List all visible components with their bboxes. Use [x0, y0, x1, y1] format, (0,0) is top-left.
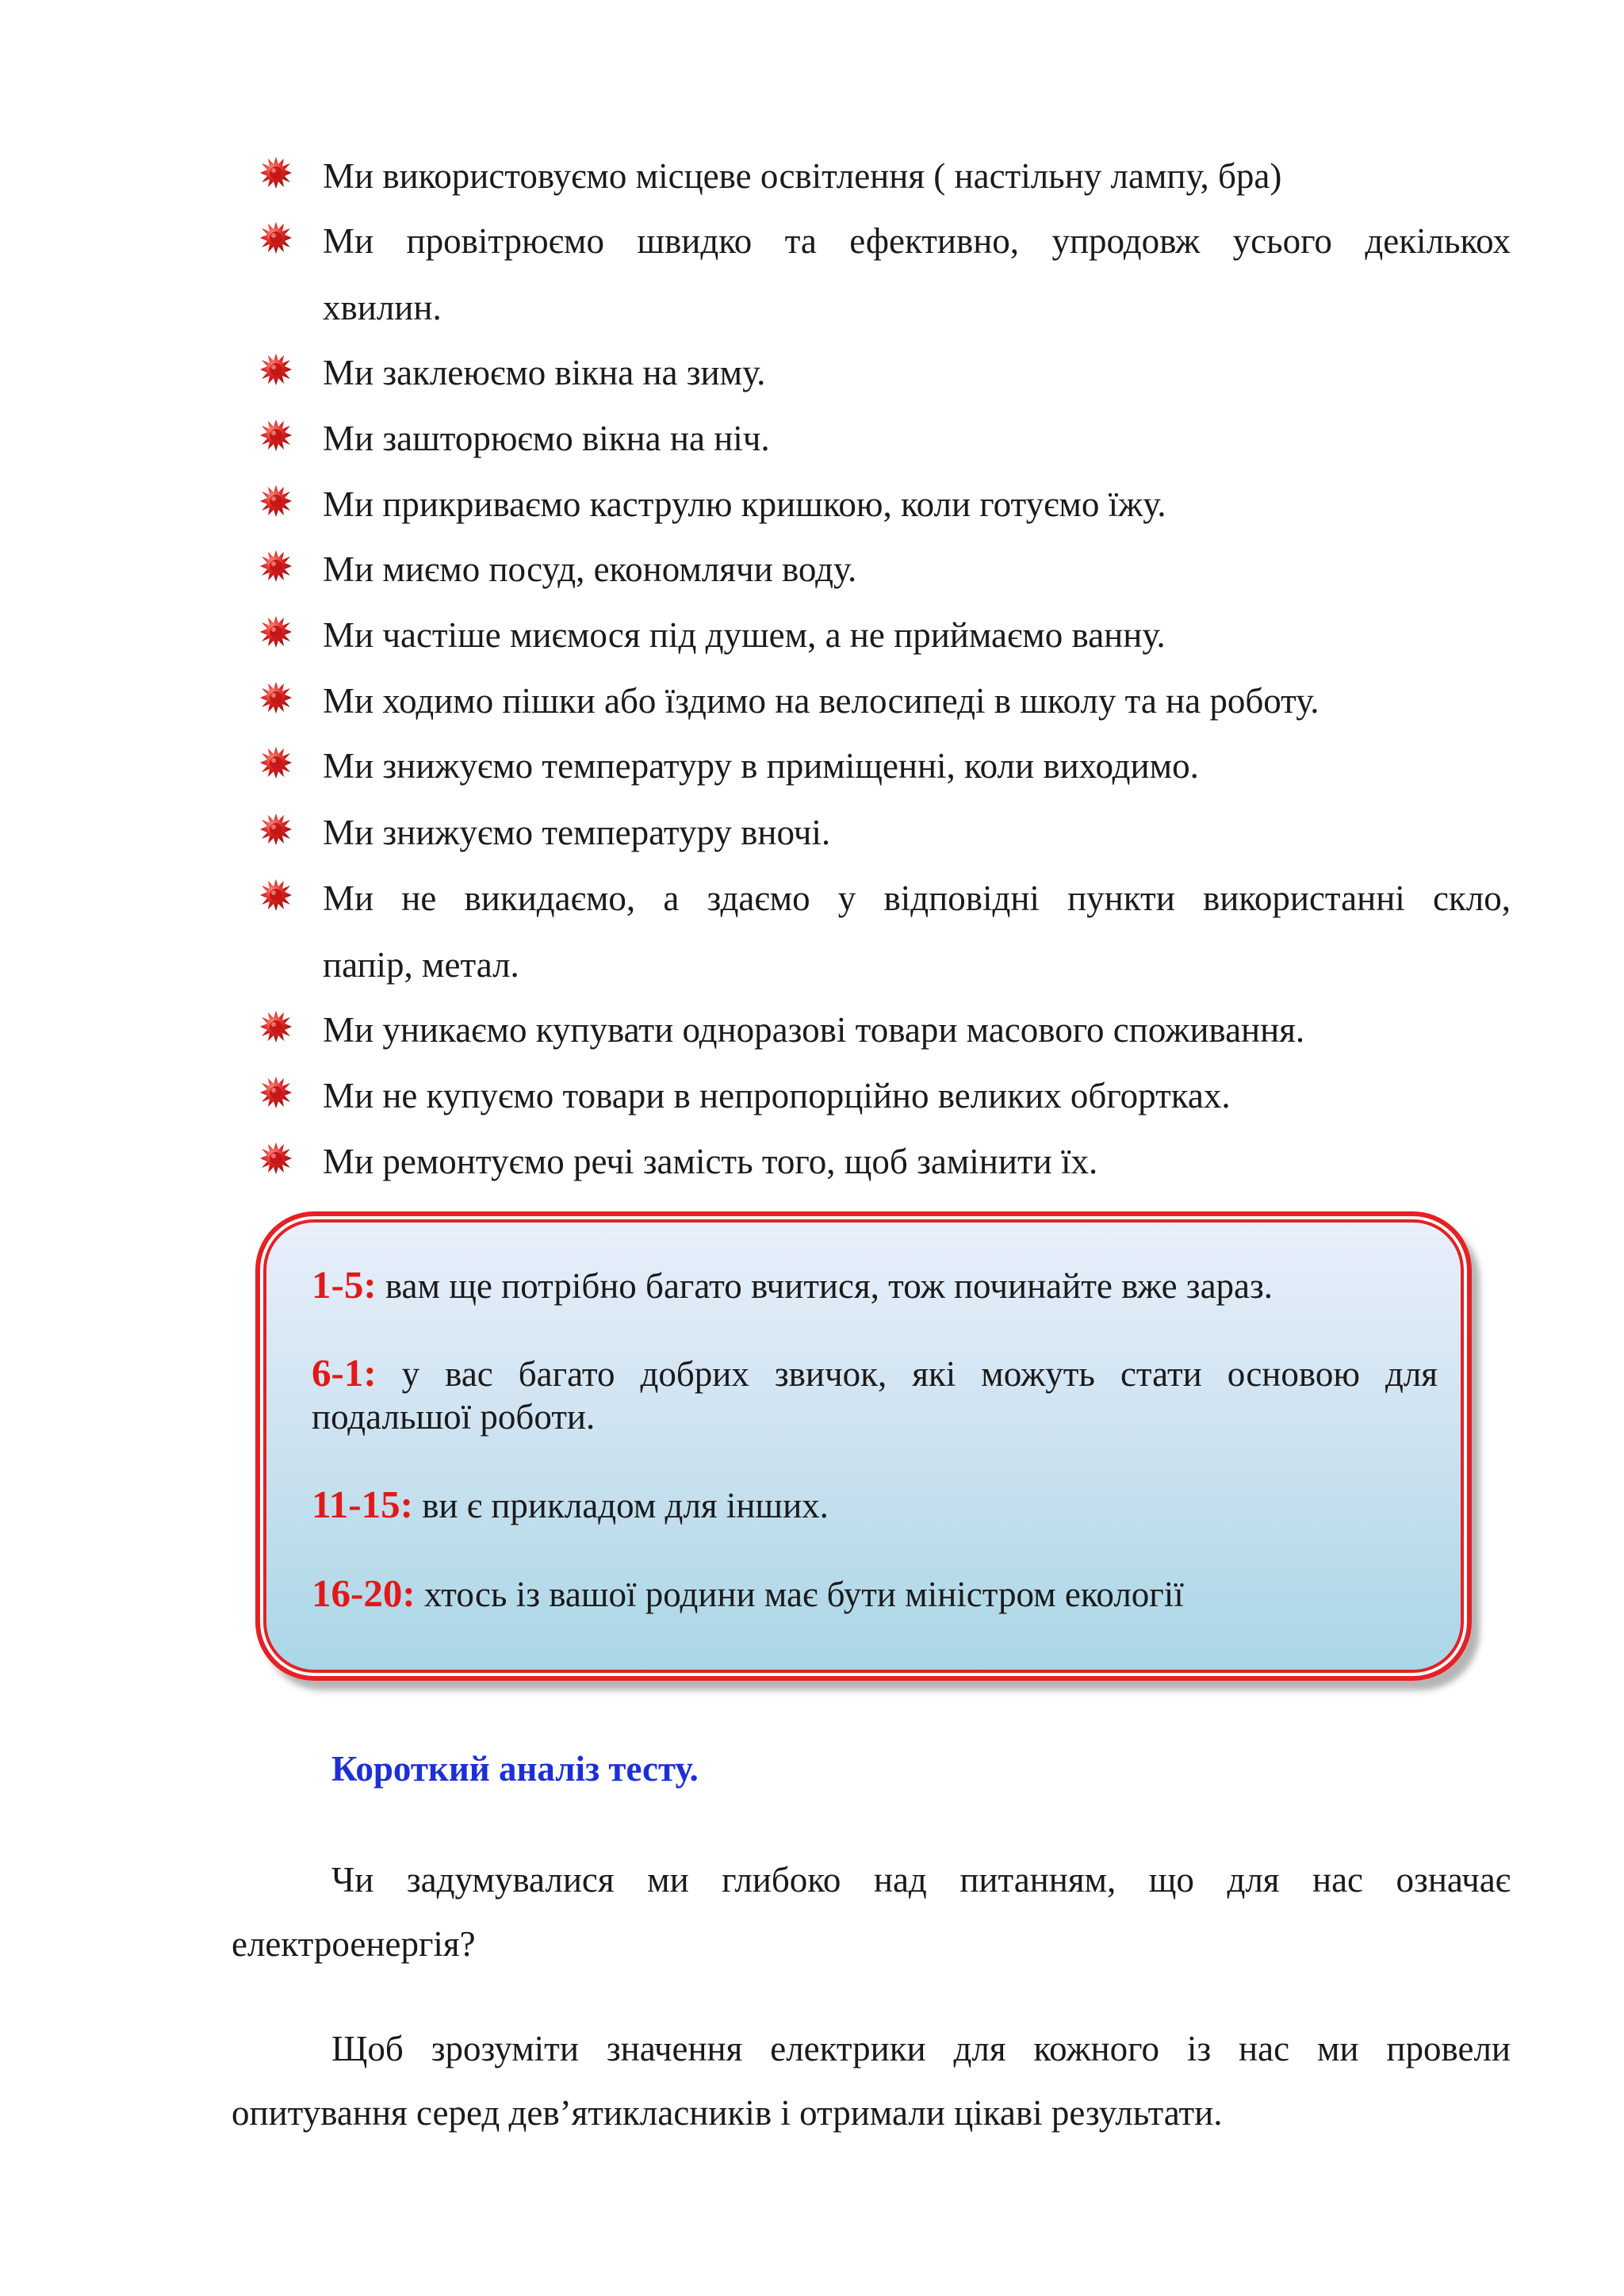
- score-text: у вас багато добрих звичок, які можуть стати основою для подальшої роботи.: [312, 1354, 1438, 1437]
- list-item-text: Ми не викидаємо, а здаємо у відповідні пункти використанні скло,: [323, 878, 1511, 918]
- list-item-text: Ми уникаємо купувати одноразові товари масового споживання.: [323, 1010, 1305, 1050]
- list-item: [270, 865, 1511, 985]
- list-item-text: Ми використовуємо місцеве освітлення ( настільну лампу, бра): [323, 156, 1282, 196]
- score-row: [312, 1483, 1438, 1527]
- list-item-continuation: папір, метал.: [323, 945, 519, 985]
- paragraph-line: Чи задумувалися ми глибоко над питанням, що для нас означає: [331, 1860, 1511, 1900]
- list-item-continuation: хвилин.: [323, 288, 442, 327]
- red-sunburst-icon: [260, 1011, 292, 1043]
- list-item-text: Ми зашторюємо вікна на ніч.: [323, 419, 770, 458]
- list-item-text: Ми миємо посуд, економлячи воду.: [323, 549, 857, 589]
- score-range: 16-20:: [312, 1571, 416, 1615]
- red-sunburst-icon: [260, 1077, 292, 1108]
- score-legend-box: [255, 1211, 1472, 1681]
- section-heading: Короткий аналіз тесту.: [331, 1749, 699, 1789]
- red-sunburst-icon: [260, 879, 292, 911]
- list-item-text: Ми не купуємо товари в непропорційно великих обгортках.: [323, 1076, 1231, 1115]
- red-sunburst-icon: [260, 157, 292, 189]
- score-range: 1-5:: [312, 1263, 377, 1307]
- red-sunburst-icon: [260, 419, 292, 451]
- paragraph: [232, 1848, 1511, 1976]
- paragraph: [232, 2017, 1511, 2145]
- list-item-text: Ми знижуємо температуру вночі.: [323, 813, 831, 852]
- score-range: 6-1:: [312, 1351, 377, 1395]
- list-item: [270, 536, 1511, 603]
- list-item: [270, 733, 1511, 799]
- paragraph-line: Щоб зрозуміти значення електрики для кожного із нас ми провели: [331, 2029, 1511, 2068]
- list-item: [270, 602, 1511, 668]
- list-item: [270, 1128, 1511, 1195]
- list-item-text: Ми ремонтуємо речі замість того, щоб замінити їх.: [323, 1142, 1098, 1181]
- list-item-text: Ми заклеюємо вікна на зиму.: [323, 353, 766, 392]
- red-sunburst-icon: [260, 485, 292, 517]
- list-item: [270, 799, 1511, 866]
- red-sunburst-icon: [260, 550, 292, 582]
- score-range: 11-15:: [312, 1483, 413, 1526]
- red-sunburst-icon: [260, 616, 292, 648]
- list-item-text: Ми знижуємо температуру в приміщенні, коли виходимо.: [323, 746, 1199, 786]
- list-item-text: Ми провітрюємо швидко та ефективно, упродовж усього декількох: [323, 221, 1511, 261]
- list-item: [270, 143, 1511, 209]
- list-item-text: Ми частіше миємося під душем, а не приймаємо ванну.: [323, 615, 1166, 655]
- score-text: вам ще потрібно багато вчитися, тож починайте вже зараз.: [376, 1266, 1274, 1306]
- red-sunburst-icon: [260, 354, 292, 385]
- list-item: [270, 471, 1511, 538]
- score-text: ви є прикладом для інших.: [412, 1486, 829, 1525]
- paragraph-line: електроенергія?: [232, 1924, 476, 1964]
- list-item: [270, 997, 1511, 1063]
- red-sunburst-icon: [260, 1142, 292, 1174]
- score-row: [312, 1572, 1438, 1616]
- list-item: [270, 208, 1511, 327]
- red-sunburst-icon: [260, 682, 292, 714]
- red-sunburst-icon: [260, 222, 292, 254]
- score-row: [312, 1352, 1438, 1438]
- list-item: [270, 1062, 1511, 1129]
- list-item: [270, 339, 1511, 406]
- red-sunburst-icon: [260, 747, 292, 779]
- list-item: [270, 405, 1511, 472]
- list-item: [270, 668, 1511, 734]
- red-sunburst-icon: [260, 813, 292, 845]
- score-row: [312, 1264, 1438, 1307]
- paragraph-line: опитування серед дев’ятикласників і отримали цікаві результати.: [232, 2093, 1223, 2133]
- list-item-text: Ми прикриваємо каструлю кришкою, коли готуємо їжу.: [323, 484, 1166, 524]
- list-item-text: Ми ходимо пішки або їздимо на велосипеді в школу та на роботу.: [323, 681, 1320, 721]
- score-text: хтось із вашої родини має бути міністром екології: [415, 1575, 1184, 1614]
